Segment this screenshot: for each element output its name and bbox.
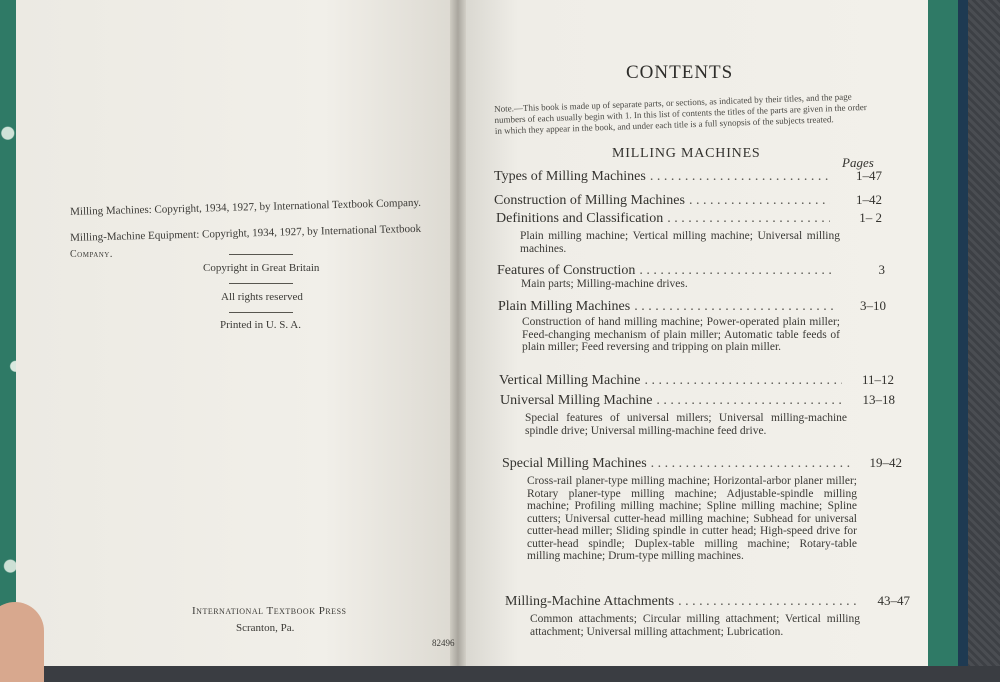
leader-dots (639, 263, 833, 279)
toc-entry-pages: 3 (878, 262, 885, 277)
toc-synopsis-universal: Special features of universal millers; Universal milling-machine spindle drive; Universal milling-machine feed drive. (525, 412, 847, 437)
contents-title: CONTENTS (626, 62, 734, 83)
leader-dots (651, 456, 850, 472)
toc-synopsis-special: Cross-rail planer-type milling machine; Horizontal-arbor planer miller; Rotary planer-type milling machine; Adjustable-spindle milling machine; Profiling milling machine; Spline milling machine; Spline cutters; Universal cutter-head milling machine; Subhead for universal cutter-head miller; Sliding spindle in cutter head; High-speed drive for cutter-head spindle; Duplex-table milling machine; Rotary-table milling machine; Drum-type milling machines. (527, 475, 857, 562)
toc-entry-pages: 1–42 (856, 192, 882, 207)
toc-entry-construction (494, 192, 882, 209)
toc-entry-pages: 43–47 (877, 593, 910, 608)
toc-entry-vertical (499, 372, 894, 389)
toc-entry-title: Types of Milling Machines (494, 169, 646, 184)
leader-dots (650, 169, 830, 185)
book-gutter (450, 0, 466, 666)
leader-dots (656, 393, 843, 409)
toc-entry-universal (500, 392, 895, 409)
toc-entry-title: Construction of Milling Machines (494, 193, 685, 208)
leader-dots (645, 373, 842, 389)
toc-entry-title: Definitions and Classification (496, 211, 664, 226)
copyright-line-1: Milling Machines: Copyright, 1934, 1927, by International Textbook Company. (70, 196, 422, 218)
toc-entry-pages: 3–10 (860, 298, 886, 313)
rule-2 (229, 283, 293, 284)
print-code: 82496 (432, 638, 455, 648)
toc-entry-title: Special Milling Machines (502, 456, 647, 471)
toc-synopsis-attachments: Common attachments; Circular milling attachment; Vertical milling attachment; Universal milling attachment; Lubrication. (530, 613, 860, 638)
toc-entry-pages: 11–12 (861, 372, 894, 387)
finger (0, 602, 44, 682)
publisher-name: International Textbook Press (192, 605, 347, 617)
rule-1 (229, 254, 293, 255)
toc-synopsis-plain: Construction of hand milling machine; Power-operated plain miller; Feed-changing mechanism of plain miller; Automatic table feeds of plain miller; Feed reversing and tripping on plain miller. (522, 316, 840, 353)
pages-column-label: Pages (842, 155, 874, 170)
section-heading: MILLING MACHINES (612, 146, 761, 161)
leader-dots (667, 211, 830, 227)
toc-entry-title: Plain Milling Machines (498, 299, 631, 314)
rule-3 (229, 312, 293, 313)
toc-entry-title: Universal Milling Machine (500, 393, 653, 408)
contents-note: Note.—This book is made up of separate parts, or sections, as indicated by their titles, and the page numbers of each usually begin with 1. In this list of contents the titles of the parts are given in the order in which they appear in the book, and under each title is a full synopsis of the subjects treated. (494, 91, 867, 136)
copyright-gb: Copyright in Great Britain (203, 262, 320, 274)
toc-entry-pages: 19–42 (869, 455, 902, 470)
rights-reserved: All rights reserved (221, 291, 303, 303)
toc-entry-title: Vertical Milling Machine (499, 373, 641, 388)
toc-entry-definitions (496, 210, 882, 227)
toc-synopsis-features: Main parts; Milling-machine drives. (521, 278, 688, 290)
left-page (16, 0, 458, 666)
leader-dots (678, 594, 858, 610)
toc-entry-pages: 1–47 (856, 168, 882, 183)
toc-entry-types (494, 168, 882, 185)
publisher-city: Scranton, Pa. (236, 622, 295, 634)
leader-dots (689, 193, 830, 209)
toc-entry-plain (498, 298, 886, 315)
toc-entry-pages: 13–18 (862, 392, 895, 407)
copyright-line-3: Company. (70, 249, 113, 260)
toc-entry-title: Milling-Machine Attachments (505, 594, 675, 609)
printed-in: Printed in U. S. A. (220, 319, 301, 331)
toc-entry-features (497, 262, 885, 279)
toc-entry-special (502, 455, 902, 472)
toc-entry-title: Features of Construction (497, 263, 636, 278)
toc-synopsis-definitions: Plain milling machine; Vertical milling machine; Universal milling machines. (520, 230, 840, 255)
copyright-line-2: Milling-Machine Equipment: Copyright, 1934, 1927, by International Textbook (70, 222, 422, 244)
leader-dots (634, 299, 834, 315)
toc-entry-pages: 1– 2 (859, 210, 882, 225)
toc-entry-attachments (505, 593, 910, 610)
